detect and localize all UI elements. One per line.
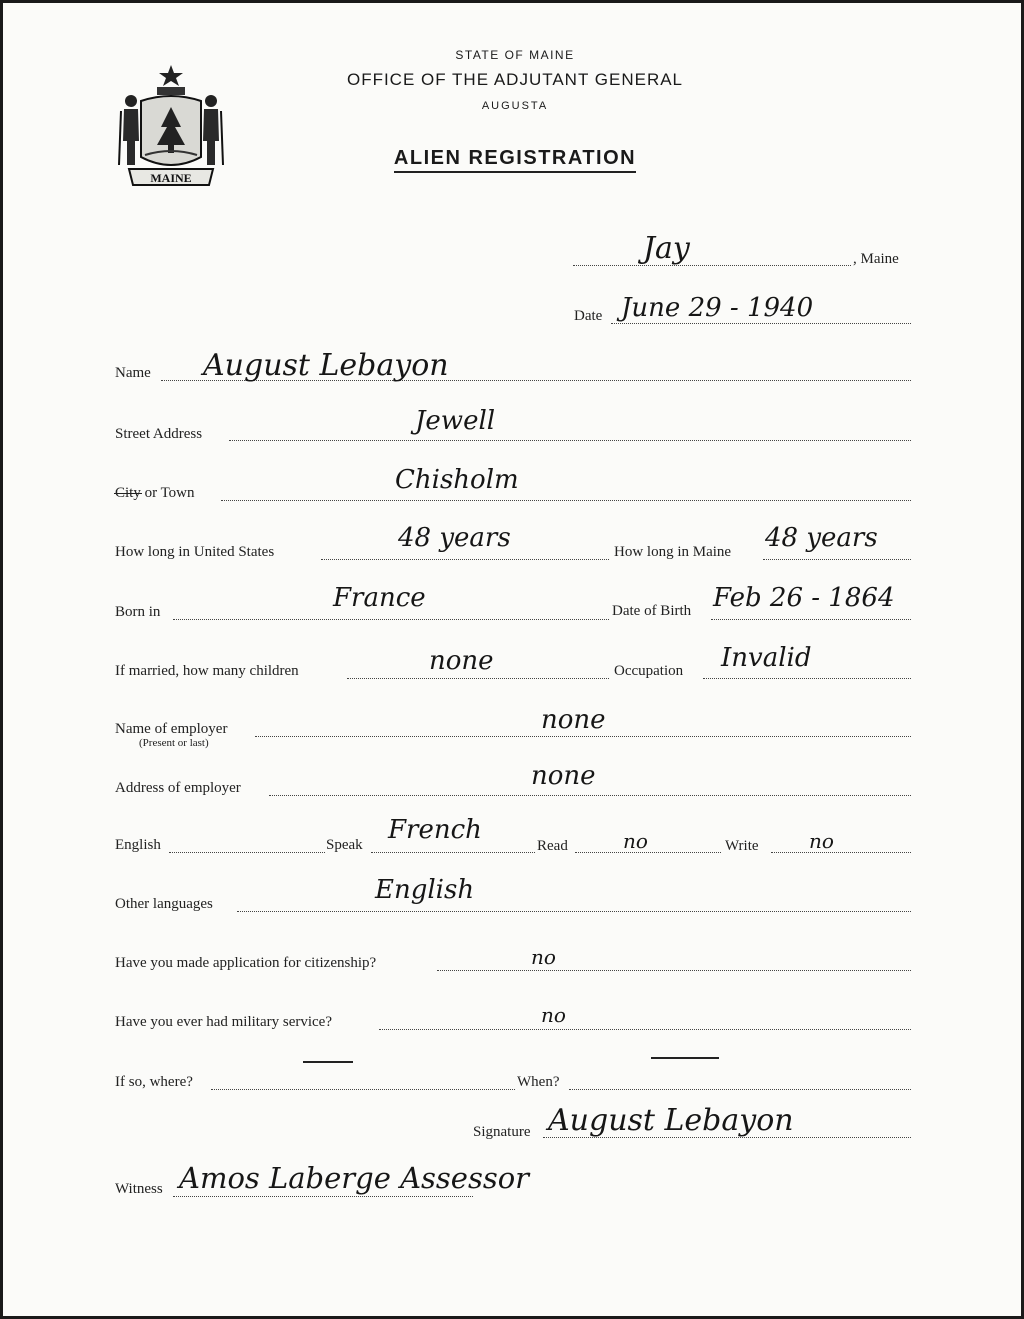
- write-label: Write: [725, 838, 759, 854]
- town-value: Jay: [643, 231, 690, 266]
- date-of-birth-label: Date of Birth: [612, 603, 692, 619]
- seal-banner-text: MAINE: [150, 171, 192, 185]
- citizenship-line: [437, 970, 911, 971]
- where-label: If so, where?: [115, 1074, 193, 1090]
- where-line: [211, 1089, 515, 1090]
- military-line: [379, 1029, 911, 1030]
- born-in-value: France: [333, 583, 426, 613]
- city-label-rest: or Town: [140, 485, 195, 501]
- how-long-us-value: 48 years: [398, 523, 511, 553]
- street-label: Street Address: [115, 426, 203, 442]
- how-long-maine-label: How long in Maine: [614, 544, 732, 560]
- city-value: Chisholm: [395, 465, 519, 495]
- english-line: [169, 852, 325, 853]
- write-value: no: [809, 829, 834, 853]
- children-value: none: [429, 646, 494, 676]
- employer-address-value: none: [531, 761, 596, 791]
- children-line: [347, 678, 609, 679]
- date-label: Date: [574, 308, 603, 324]
- occupation-line: [703, 678, 911, 679]
- date-of-birth-line: [711, 619, 911, 620]
- military-value: no: [541, 1003, 566, 1027]
- write-line: [771, 852, 911, 853]
- other-languages-value: English: [375, 875, 475, 905]
- form-title: [3, 147, 1021, 170]
- speak-line: [371, 852, 535, 853]
- speak-label: Speak: [326, 837, 363, 853]
- other-languages-label: Other languages: [115, 896, 213, 912]
- registration-form-page: [3, 3, 1021, 1316]
- speak-value: French: [388, 815, 482, 845]
- employer-name-line: [255, 736, 911, 737]
- occupation-value: Invalid: [721, 643, 812, 673]
- english-label: English: [115, 837, 161, 853]
- when-dash: [651, 1057, 719, 1059]
- where-dash: [303, 1061, 353, 1063]
- form-title-text: ALIEN REGISTRATION: [394, 147, 636, 173]
- read-value: no: [623, 829, 648, 853]
- date-value: June 29 - 1940: [621, 293, 814, 323]
- read-label: Read: [537, 838, 568, 854]
- name-label: Name: [115, 365, 151, 381]
- date-of-birth-value: Feb 26 - 1864: [713, 583, 895, 613]
- employer-address-line: [269, 795, 911, 796]
- signature-value: August Lebayon: [548, 1103, 794, 1138]
- date-line: [611, 323, 911, 324]
- how-long-us-line: [321, 559, 609, 560]
- witness-line: [173, 1196, 473, 1197]
- header-city: AUGUSTA: [481, 100, 549, 112]
- occupation-label: Occupation: [614, 663, 684, 679]
- town-line: [573, 265, 851, 266]
- children-label: If married, how many children: [115, 663, 299, 679]
- employer-note: (Present or last): [139, 737, 209, 749]
- employer-name-label: Name of employer: [115, 721, 228, 737]
- employer-name-value: none: [541, 705, 606, 735]
- header-state: STATE OF MAINE: [455, 48, 575, 62]
- name-value: August Lebayon: [203, 348, 449, 383]
- born-in-line: [173, 619, 609, 620]
- maine-label: , Maine: [853, 251, 899, 267]
- street-value: Jewell: [415, 406, 496, 436]
- street-line: [229, 440, 911, 441]
- city-line: [221, 500, 911, 501]
- witness-value: Amos Laberge Assessor: [179, 1161, 530, 1195]
- signature-label: Signature: [473, 1124, 531, 1140]
- city-label: [115, 485, 195, 502]
- born-in-label: Born in: [115, 604, 161, 620]
- citizenship-label: Have you made application for citizenship?: [115, 955, 377, 971]
- witness-label: Witness: [115, 1181, 163, 1197]
- when-label: When?: [517, 1074, 560, 1090]
- citizenship-value: no: [531, 945, 556, 969]
- how-long-maine-value: 48 years: [765, 523, 878, 553]
- city-struck-word: City: [115, 485, 141, 501]
- military-label: Have you ever had military service?: [115, 1014, 332, 1030]
- how-long-maine-line: [763, 559, 911, 560]
- read-line: [575, 852, 721, 853]
- when-line: [569, 1089, 911, 1090]
- other-languages-line: [237, 911, 911, 912]
- how-long-us-label: How long in United States: [115, 544, 275, 560]
- header-office: OFFICE OF THE ADJUTANT GENERAL: [346, 70, 684, 89]
- employer-address-label: Address of employer: [115, 780, 241, 796]
